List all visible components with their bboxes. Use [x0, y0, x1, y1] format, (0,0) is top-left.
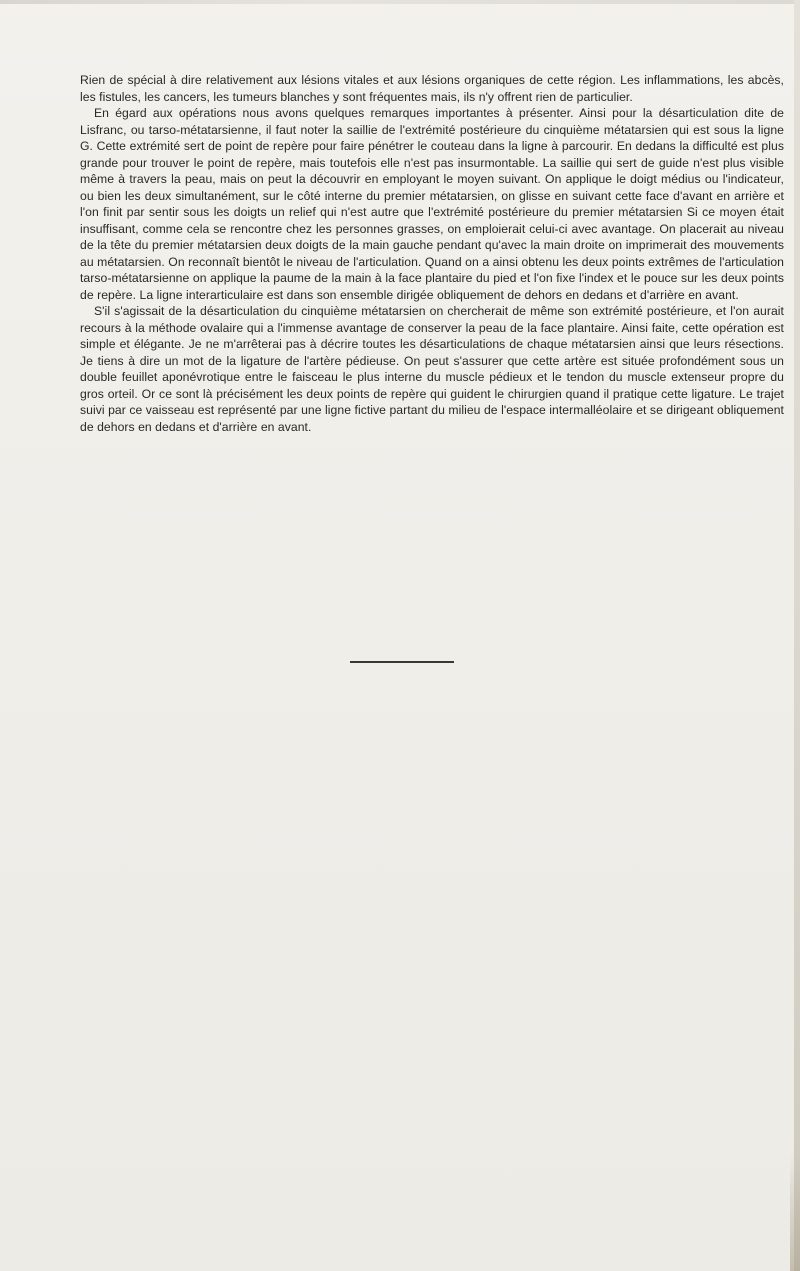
page-right-edge — [794, 0, 800, 1271]
page-top-edge — [0, 0, 800, 4]
paragraph-3: S'il s'agissait de la désarticulation du cinquième métatarsien on chercherait de même son extrémité postérieure, et l'on aurait recours à la méthode ovalaire qui a l'immense avantage de conserver la peau de la face plantaire. Ainsi faite, cette opération est simple et élégante. Je ne m'arrêterai pas à décrire toutes les désarticulations de chaque métatarsien ainsi que leurs résections. Je tiens à dire un mot de la ligature de l'artère pédieuse. On peut s'assurer que cette artère est située profondément sous un double feuillet aponévrotique entre le faisceau le plus interne du muscle pédieux et le tendon du muscle extenseur propre du gros orteil. Or ce sont là précisément les deux points de repère qui guident le chirurgien quand il pratique cette ligature. Le trajet suivi par ce vaisseau est représenté par une ligne fictive partant du milieu de l'espace intermalléolaire et se dirigeant obliquement de dehors en dedans et d'arrière en avant. — [80, 304, 784, 434]
paragraph-2: En égard aux opérations nous avons quelques remarques importantes à présenter. Ainsi pour la désarticulation dite de Lisfranc, ou tarso-métatarsienne, il faut noter la saillie de l'extrémité postérieure du cinquième métatarsien qui est sous la ligne G. Cette extrémité sert de point de repère pour faire pénétrer le couteau dans la ligne à parcourir. En dedans la difficulté est plus grande pour trouver le point de repère, mais toutefois elle n'est pas insurmontable. La saillie qui sert de guide n'est plus visible même à travers la peau, mais on peut la découvrir en employant le moyen suivant. On applique le doigt médius ou l'indicateur, ou bien les deux simultanément, sur le côté interne du premier métatarsien, on glisse en suivant cette face d'avant en arrière et l'on finit par sentir sous les doigts un relief qui n'est autre que l'extrémité postérieure du premier métatarsien Si ce moyen était insuffisant, comme cela se rencontre chez les personnes grasses, on emploierait celui-ci avec avantage. On placerait au niveau de la tête du premier métatarsien deux doigts de la main gauche pendant qu'avec la main droite on imprimerait des mouvements au métatarsien. On reconnaît bientôt le niveau de l'articulation. Quand on a ainsi obtenu les deux points extrêmes de l'articulation tarso-métatarsienne on applique la paume de la main à la face plantaire du pied et l'on fixe l'index et le pouce sur les deux points de repère. La ligne interarticulaire est dans son ensemble dirigée obliquement de dehors en dedans et d'arrière en avant. — [80, 106, 784, 302]
section-divider — [350, 661, 454, 663]
page-corner-shadow — [790, 1151, 800, 1271]
paragraph-1: Rien de spécial à dire relativement aux lésions vitales et aux lésions organiques de cette région. Les inflammations, les abcès, les fistules, les cancers, les tumeurs blanches y sont fréquentes mais, ils n'y offrent rien de particulier. — [80, 73, 784, 104]
body-text — [80, 72, 784, 435]
